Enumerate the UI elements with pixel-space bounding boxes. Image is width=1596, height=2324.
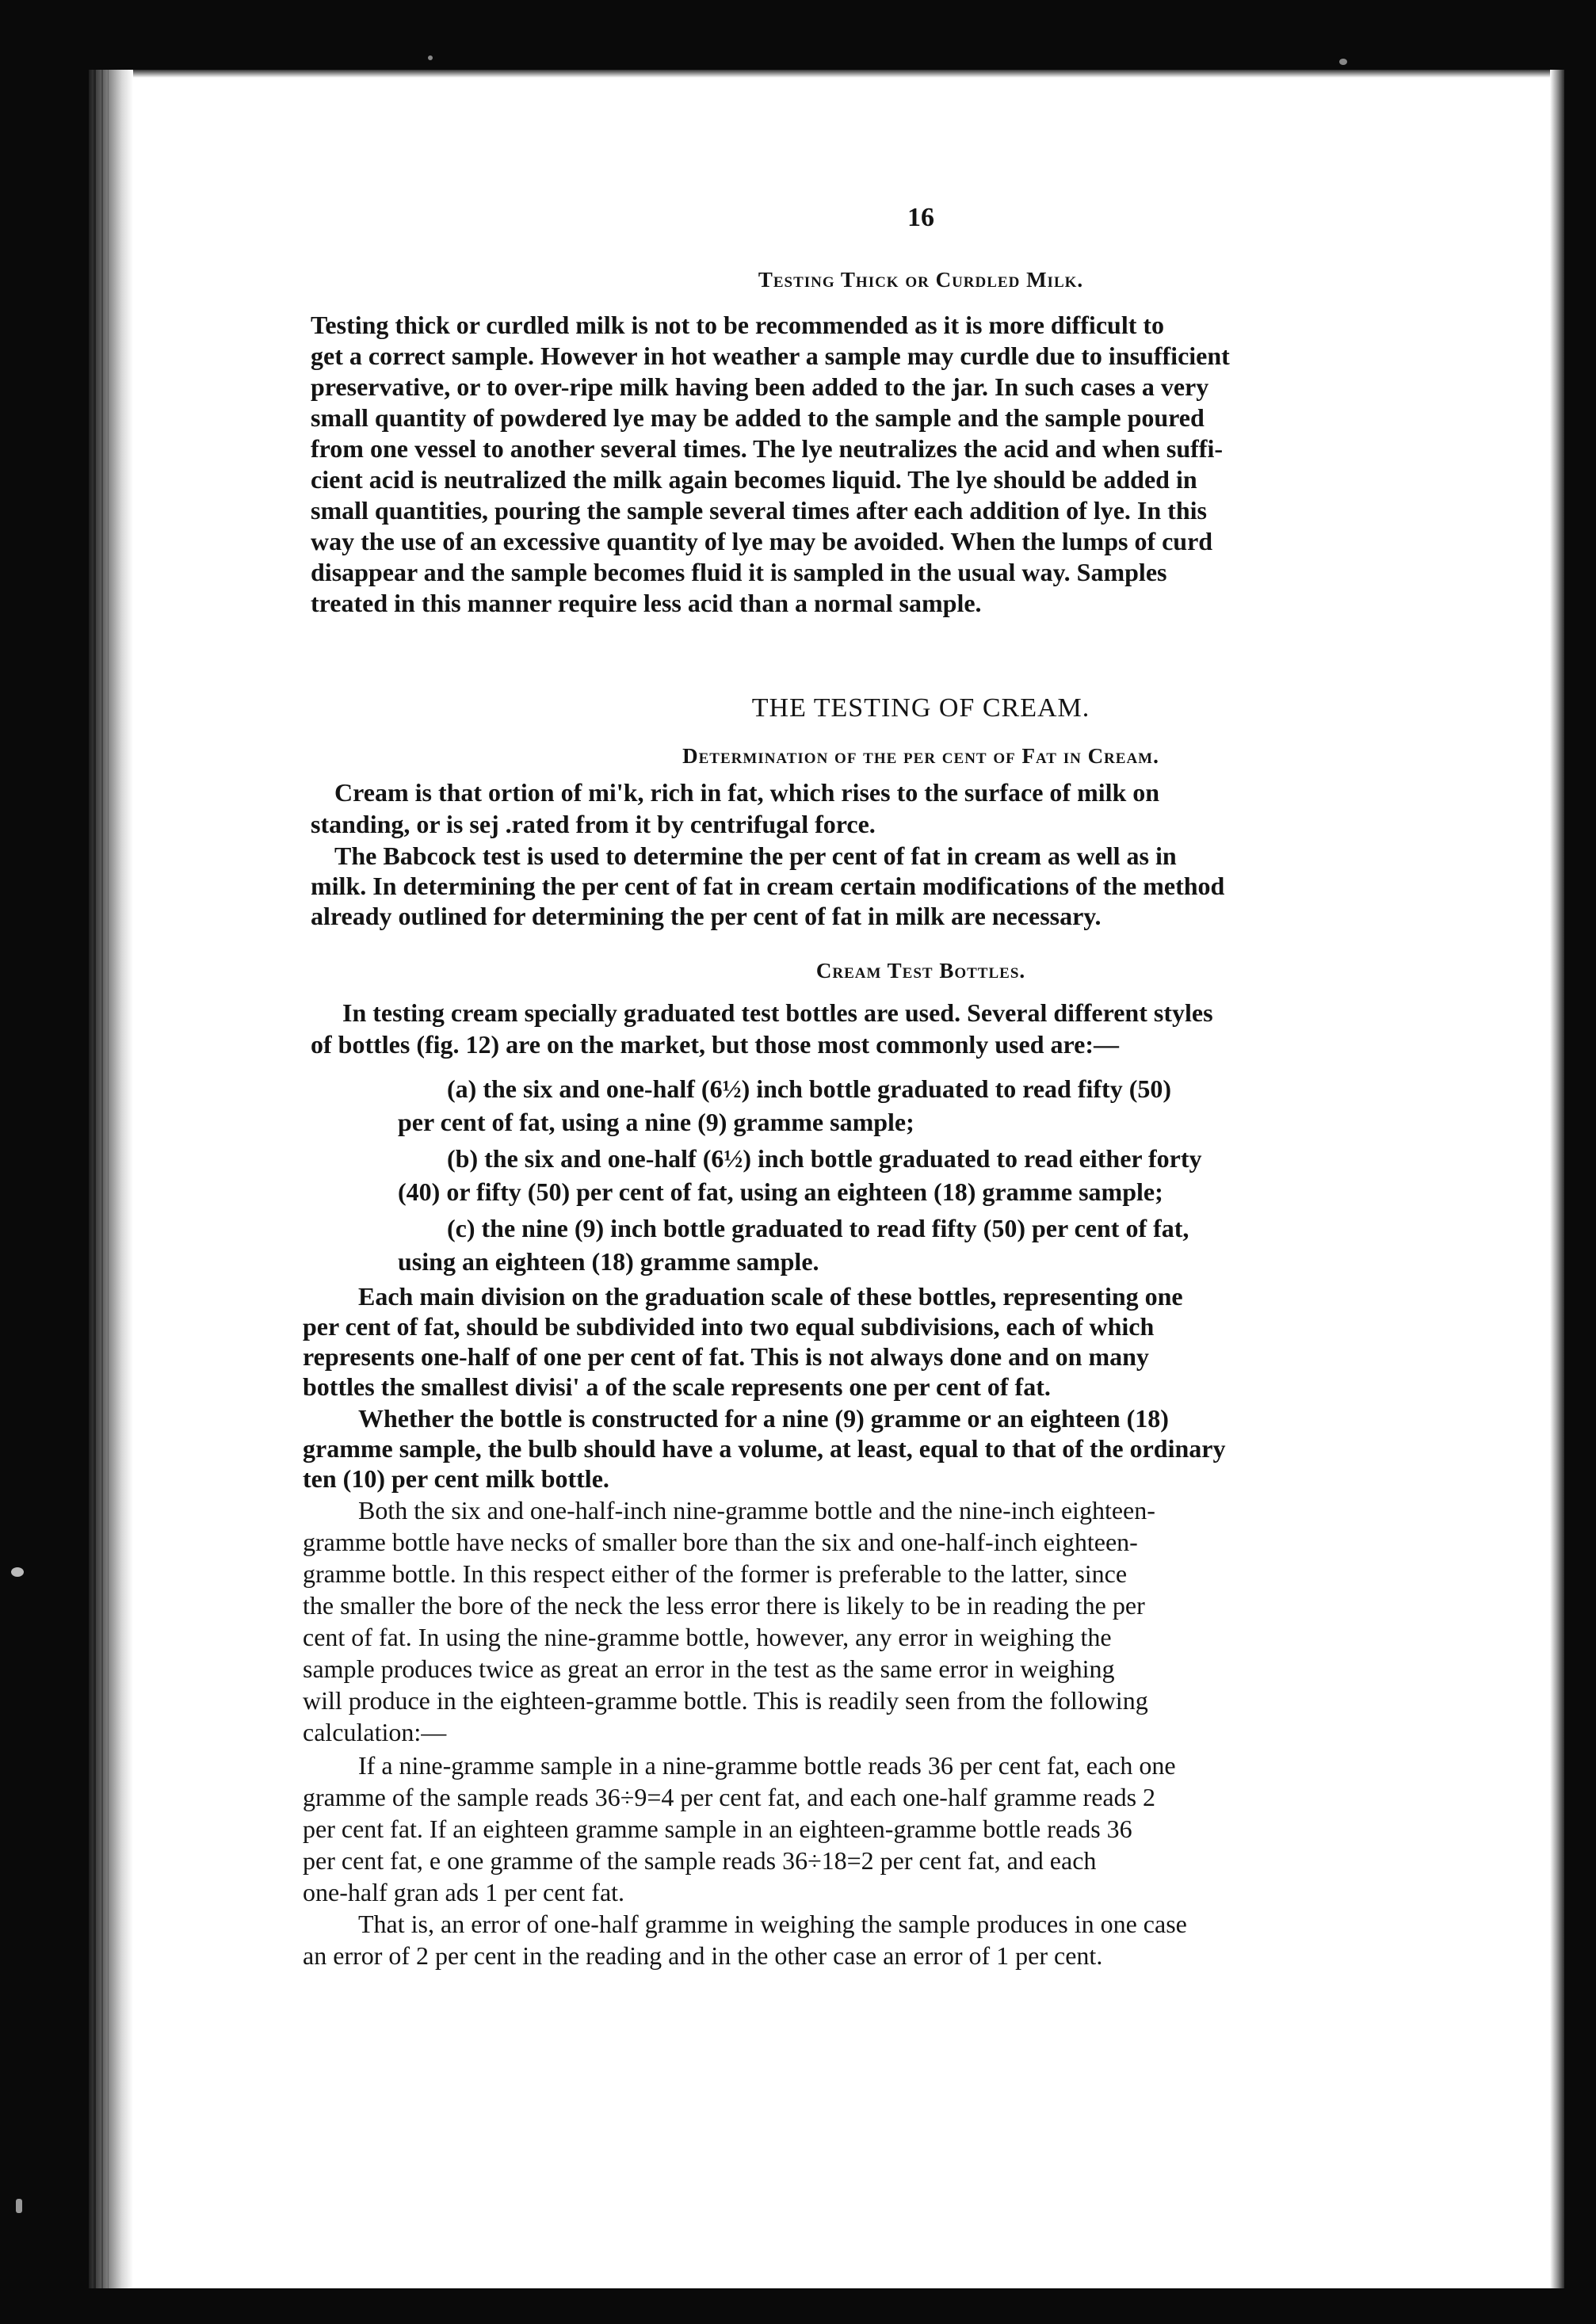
text-line: Both the six and one-half-inch nine-gramme bottle and the nine-inch eighteen-: [358, 1496, 1155, 1525]
text-line: gramme bottle have necks of smaller bore than the six and one-half-inch eighteen-: [303, 1528, 1138, 1556]
text-line: gramme of the sample reads 36÷9=4 per cent fat, and each one-half gramme reads 2: [303, 1783, 1156, 1811]
text-line: preservative, or to over-ripe milk having been added to the jar. In such cases a very: [311, 372, 1209, 401]
scan-speck: [11, 1567, 24, 1577]
text-line: cent of fat. In using the nine-gramme bottle, however, any error in weighing the: [303, 1623, 1112, 1651]
text-line: In testing cream specially graduated test bottles are used. Several different styles: [342, 998, 1213, 1027]
text-line: small quantity of powdered lye may be added to the sample and the sample poured: [311, 403, 1205, 432]
text-line: from one vessel to another several times. The lye neutralizes the acid and when suffi-: [311, 434, 1223, 463]
text-line: If a nine-gramme sample in a nine-gramme bottle reads 36 per cent fat, each one: [358, 1751, 1176, 1780]
text-line: using an eighteen (18) gramme sample.: [398, 1247, 819, 1276]
list-item-b: [398, 1142, 1436, 1208]
text-line: way the use of an excessive quantity of lye may be avoided. When the lumps of curd: [311, 527, 1213, 555]
text-line: the smaller the bore of the neck the less error there is likely to be in reading the per: [303, 1591, 1145, 1620]
list-item-c: [398, 1212, 1436, 1278]
text-line: Each main division on the graduation scale of these bottles, representing one: [358, 1282, 1183, 1311]
paragraph-thick-milk: [311, 310, 1436, 619]
page-top-edge: [89, 70, 1564, 78]
text-line: bottles the smallest divisi' a of the scale represents one per cent of fat.: [303, 1372, 1051, 1401]
paragraph-babcock: [311, 841, 1436, 931]
page-binding-edge: [89, 70, 133, 2288]
scan-speck: [428, 55, 433, 60]
document-page: [89, 70, 1564, 2288]
text-line: gramme bottle. In this respect either of the former is preferable to the latter, since: [303, 1559, 1128, 1588]
text-line: (b) the six and one-half (6½) inch bottle graduated to read either forty: [447, 1144, 1202, 1173]
text-line: represents one-half of one per cent of fat. This is not always done and on many: [303, 1342, 1149, 1371]
text-line: The Babcock test is used to determine the per cent of fat in cream as well as in: [334, 841, 1177, 870]
text-line: milk. In determining the per cent of fat in cream certain modifications of the method: [311, 872, 1225, 900]
text-line: That is, an error of one-half gramme in weighing the sample produces in one case: [358, 1910, 1187, 1938]
paragraph-conclusion: [303, 1908, 1436, 1971]
text-line: small quantities, pouring the sample several times after each addition of lye. In this: [311, 496, 1207, 525]
subheading-fat-in-cream: Determination of the per cent of Fat in Cream.: [682, 744, 1159, 768]
text-line: already outlined for determining the per cent of fat in milk are necessary.: [311, 902, 1102, 930]
text-line: cient acid is neutralized the milk again becomes liquid. The lye should be added in: [311, 465, 1197, 494]
paragraph-graduation: [303, 1281, 1436, 1402]
text-line: per cent fat, e one gramme of the sample reads 36÷18=2 per cent fat, and each: [303, 1846, 1097, 1875]
text-line: per cent fat. If an eighteen gramme sample in an eighteen-gramme bottle reads 36: [303, 1815, 1132, 1843]
paragraph-bottles-intro: [311, 997, 1436, 1060]
text-line: ten (10) per cent milk bottle.: [303, 1464, 609, 1493]
section-title-cream: THE TESTING OF CREAM.: [751, 693, 1090, 723]
text-line: calculation:—: [303, 1718, 447, 1746]
text-line: one-half gran ads 1 per cent fat.: [303, 1878, 625, 1906]
heading-thick-milk: Testing Thick or Curdled Milk.: [758, 268, 1084, 292]
text-line: (c) the nine (9) inch bottle graduated to read fifty (50) per cent of fat,: [447, 1214, 1189, 1242]
text-line: will produce in the eighteen-gramme bottle. This is readily seen from the following: [303, 1686, 1148, 1715]
text-line: an error of 2 per cent in the reading and in the other case an error of 1 per cent.: [303, 1941, 1103, 1970]
text-line: per cent of fat, using a nine (9) gramme sample;: [398, 1108, 914, 1136]
text-line: per cent of fat, should be subdivided into two equal subdivisions, each of which: [303, 1312, 1155, 1341]
heading-cream-test-bottles: Cream Test Bottles.: [815, 959, 1026, 983]
scan-speck: [1339, 59, 1347, 65]
text-line: Whether the bottle is constructed for a nine (9) gramme or an eighteen (18): [358, 1404, 1169, 1433]
text-line: standing, or is sej .rated from it by centrifugal force.: [311, 810, 876, 838]
text-line: treated in this manner require less acid than a normal sample.: [311, 589, 982, 617]
text-line: (40) or fifty (50) per cent of fat, using an eighteen (18) gramme sample;: [398, 1177, 1163, 1206]
list-item-a: [398, 1072, 1436, 1139]
text-line: disappear and the sample becomes fluid it is sampled in the usual way. Samples: [311, 558, 1167, 586]
paragraph-cream-definition: [311, 777, 1436, 840]
paragraph-bottle-bore: [303, 1494, 1436, 1748]
scan-speck: [16, 2199, 22, 2213]
paragraph-calculation: [303, 1750, 1436, 1908]
text-line: Cream is that ortion of mi'k, rich in fat, which rises to the surface of milk on: [334, 778, 1160, 807]
text-line: sample produces twice as great an error in the test as the same error in weighing: [303, 1654, 1115, 1683]
text-line: Testing thick or curdled milk is not to be recommended as it is more difficult to: [311, 311, 1165, 339]
text-line: gramme sample, the bulb should have a volume, at least, equal to that of the ordinary: [303, 1434, 1226, 1463]
text-line: of bottles (fig. 12) are on the market, but those most commonly used are:—: [311, 1030, 1120, 1059]
page-right-edge: [1550, 70, 1564, 2288]
paragraph-bulb-volume: [303, 1403, 1436, 1494]
page-number: 16: [907, 203, 934, 232]
text-line: (a) the six and one-half (6½) inch bottle graduated to read fifty (50): [447, 1074, 1172, 1103]
text-line: get a correct sample. However in hot weather a sample may curdle due to insufficient: [311, 342, 1230, 370]
